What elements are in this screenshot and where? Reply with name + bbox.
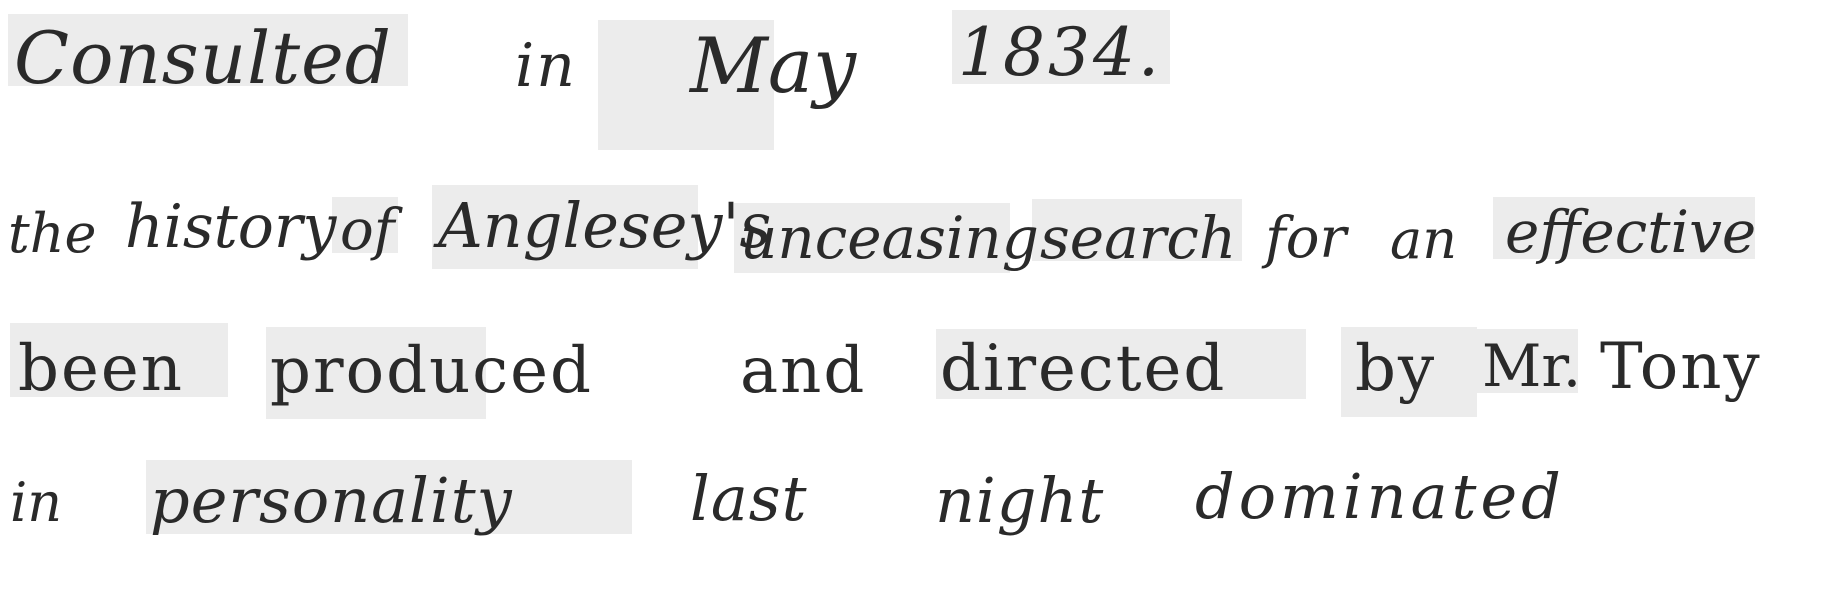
handwriting-line-2 [0, 185, 1841, 305]
word: directed [940, 337, 1226, 401]
word: search [1040, 209, 1236, 267]
word: dominated [1195, 460, 1565, 533]
word: of [340, 203, 394, 259]
word: personality [150, 470, 513, 532]
word: May [690, 28, 856, 104]
word: in [515, 31, 577, 101]
word: for [1265, 206, 1347, 271]
word: produced [270, 339, 593, 403]
word: night [935, 464, 1105, 537]
word: the [8, 202, 97, 265]
word: effective [1505, 203, 1756, 261]
word: Mr. [1482, 337, 1581, 395]
word: Tony [1600, 330, 1762, 404]
word: history [125, 192, 337, 262]
handwriting-line-1 [0, 0, 1841, 120]
word: 1834. [958, 20, 1162, 86]
handwriting-line-4 [0, 448, 1841, 568]
handwriting-line-3 [0, 315, 1841, 435]
word: an [1390, 208, 1457, 271]
word: Consulted [14, 22, 392, 94]
word: by [1355, 337, 1436, 401]
word: in [10, 471, 63, 534]
word: and [740, 334, 867, 408]
word: been [18, 337, 184, 401]
word: unceasing [740, 209, 1039, 267]
word: Anglesey's [438, 195, 771, 257]
word: last [690, 462, 808, 535]
